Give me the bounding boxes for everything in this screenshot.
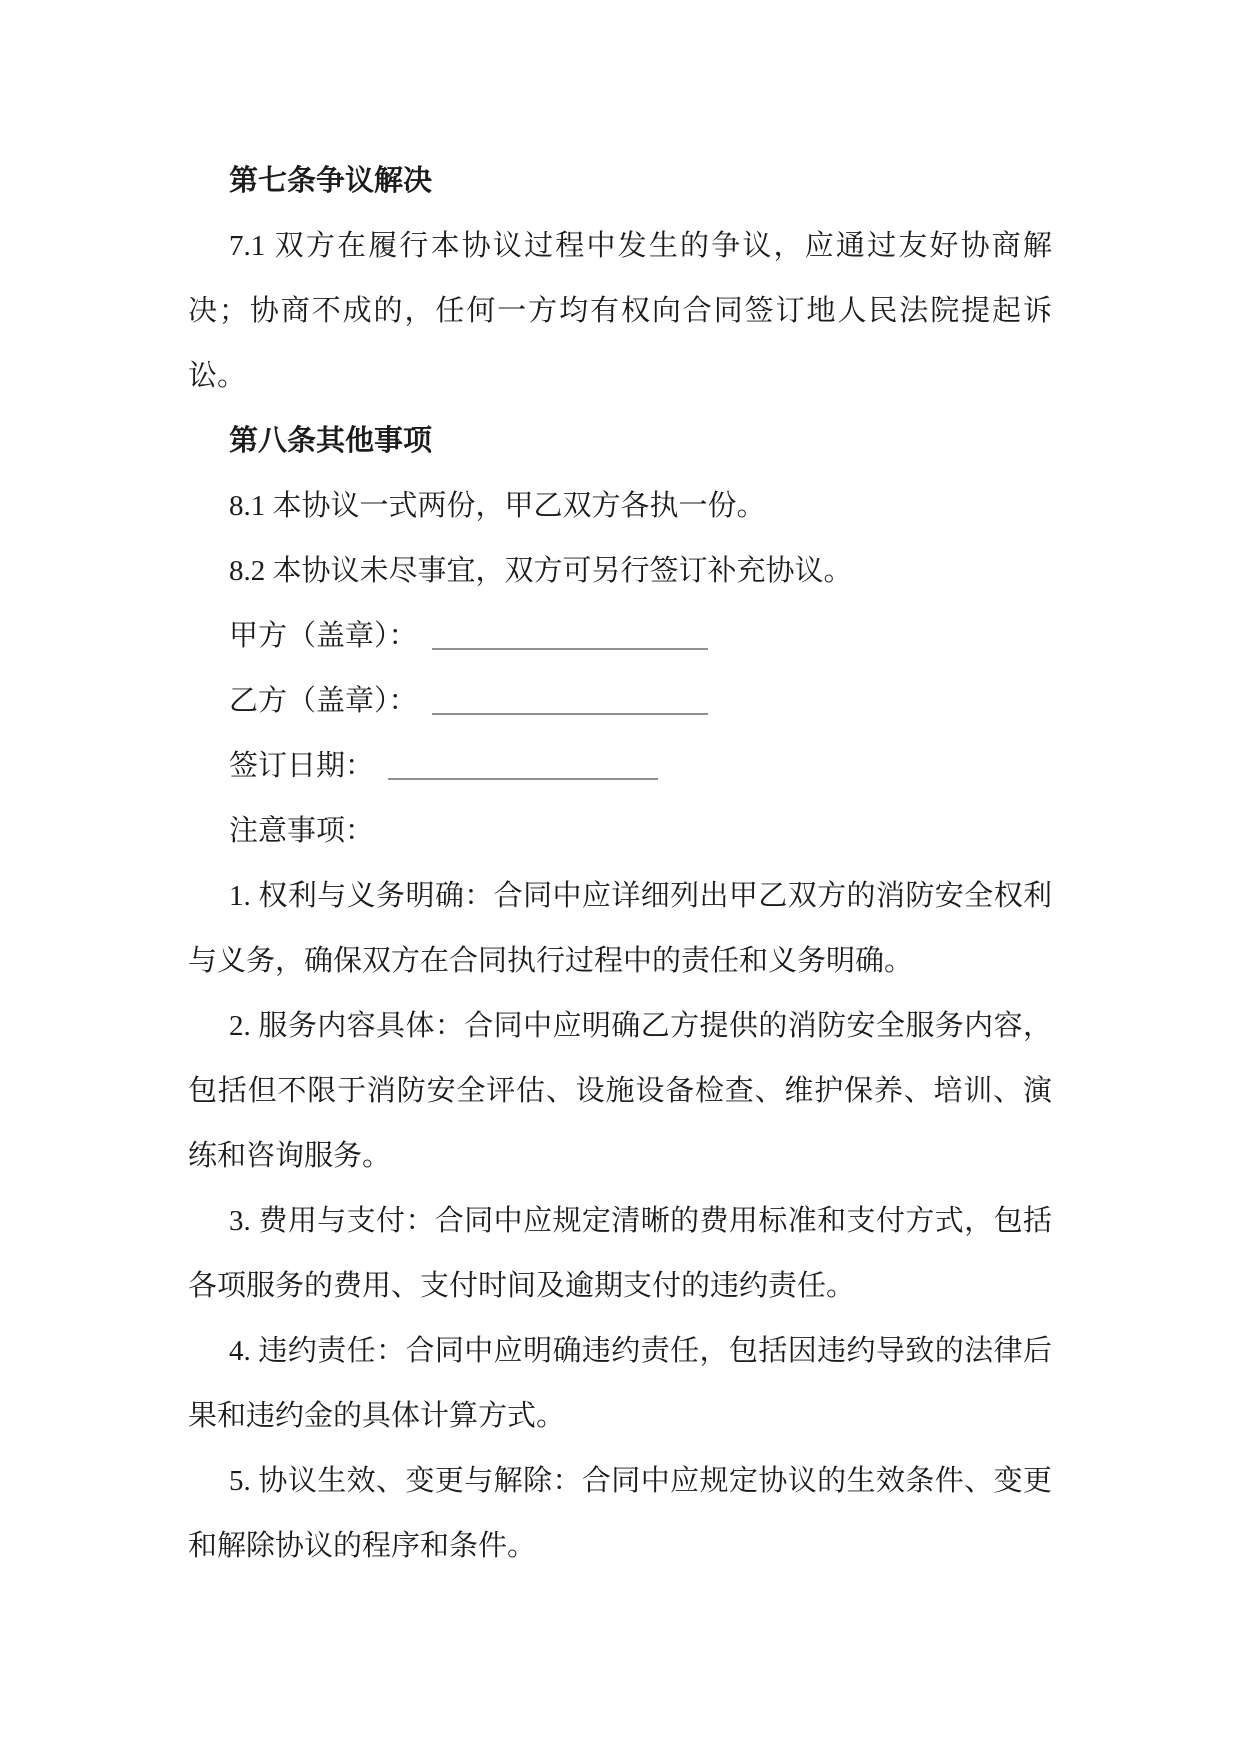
document-line — [188, 1449, 1052, 1514]
signature-blank-underline — [432, 648, 708, 650]
document-line — [188, 1514, 1052, 1579]
text-run: 包括但不限于消防安全评估、设施设备检查、维护保养、培训、演 — [188, 1075, 1052, 1107]
text-run: 2. 服务内容具体：合同中应明确乙方提供的消防安全服务内容， — [229, 1010, 1052, 1042]
text-run: 3. 费用与支付：合同中应规定清晰的费用标准和支付方式，包括 — [229, 1205, 1052, 1237]
text-run: 果和违约金的具体计算方式。 — [188, 1400, 566, 1432]
document-line — [188, 1124, 1052, 1189]
document-line — [188, 214, 1052, 279]
document-line — [188, 734, 1052, 799]
text-run: 第七条争议解决 — [229, 165, 433, 197]
document-line — [188, 994, 1052, 1059]
text-run: 练和咨询服务。 — [188, 1140, 392, 1172]
text-run: 决；协商不成的，任何一方均有权向合同签订地人民法院提起诉 — [188, 295, 1052, 327]
document-line — [188, 864, 1052, 929]
document-line — [188, 799, 1052, 864]
text-run: 4. 违约责任：合同中应明确违约责任，包括因违约导致的法律后 — [229, 1335, 1052, 1367]
document-line — [188, 1059, 1052, 1124]
text-run: 1. 权利与义务明确：合同中应详细列出甲乙双方的消防安全权利 — [229, 880, 1052, 912]
text-run: 与义务，确保双方在合同执行过程中的责任和义务明确。 — [188, 945, 914, 977]
document-line — [188, 279, 1052, 344]
text-run: 5. 协议生效、变更与解除：合同中应规定协议的生效条件、变更 — [229, 1465, 1052, 1497]
document-line — [188, 474, 1052, 539]
document-line — [188, 929, 1052, 994]
text-run: 7.1 双方在履行本协议过程中发生的争议，应通过友好协商解 — [229, 230, 1052, 262]
document-line — [188, 669, 1052, 734]
document-line — [188, 604, 1052, 669]
document-line — [188, 1254, 1052, 1319]
signature-blank-underline — [432, 713, 708, 715]
document-line — [188, 1319, 1052, 1384]
document-line — [188, 344, 1052, 409]
document-line — [188, 1384, 1052, 1449]
text-run: 8.1 本协议一式两份，甲乙双方各执一份。 — [229, 490, 766, 522]
article-heading — [188, 409, 1052, 474]
text-run: 讼。 — [188, 360, 247, 392]
text-run: 第八条其他事项 — [229, 425, 433, 457]
text-run: 乙方（盖章）： — [229, 685, 418, 717]
text-run: 各项服务的费用、支付时间及逾期支付的违约责任。 — [188, 1270, 856, 1302]
text-run: 注意事项： — [229, 815, 375, 847]
text-run: 签订日期： — [229, 750, 375, 782]
text-run: 8.2 本协议未尽事宜，双方可另行签订补充协议。 — [229, 555, 853, 587]
text-run: 和解除协议的程序和条件。 — [188, 1530, 537, 1562]
document-line — [188, 539, 1052, 604]
document-content — [188, 149, 1052, 1579]
article-heading — [188, 149, 1052, 214]
document-line — [188, 1189, 1052, 1254]
signature-blank-underline — [388, 778, 658, 780]
text-run: 甲方（盖章）： — [229, 620, 418, 652]
